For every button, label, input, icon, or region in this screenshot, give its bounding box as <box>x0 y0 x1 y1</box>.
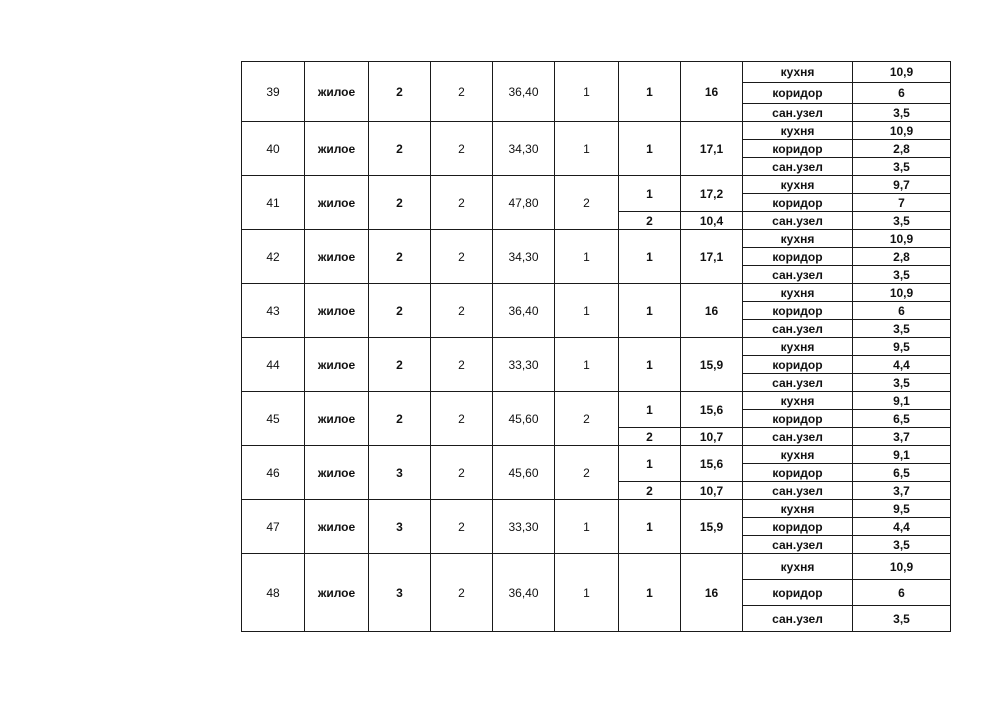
room-number-cell: 2 <box>619 428 681 446</box>
room-area-cell: 15,6 <box>681 392 743 428</box>
room-number-cell: 1 <box>619 554 681 632</box>
floor-cell: 2 <box>369 122 431 176</box>
aux-room-label-cell: сан.узел <box>743 428 853 446</box>
aux-room-label-cell: коридор <box>743 194 853 212</box>
aux-room-value-cell: 3,5 <box>853 536 951 554</box>
area-cell: 33,30 <box>493 338 555 392</box>
aux-room-value-cell: 4,4 <box>853 356 951 374</box>
aux-room-label-cell: сан.узел <box>743 266 853 284</box>
rooms-count-cell: 1 <box>555 230 619 284</box>
room-area-cell: 15,9 <box>681 500 743 554</box>
aux-room-label-cell: коридор <box>743 356 853 374</box>
area-cell: 34,30 <box>493 230 555 284</box>
room-number-cell: 1 <box>619 176 681 212</box>
rooms-count-cell: 2 <box>555 176 619 230</box>
unit-number-cell: 40 <box>242 122 305 176</box>
room-area-cell: 10,7 <box>681 428 743 446</box>
section-cell: 2 <box>431 284 493 338</box>
room-area-cell: 17,1 <box>681 230 743 284</box>
area-cell: 45,60 <box>493 446 555 500</box>
room-number-cell: 2 <box>619 482 681 500</box>
unit-type-cell: жилое <box>305 284 369 338</box>
aux-room-value-cell: 3,5 <box>853 266 951 284</box>
room-area-cell: 16 <box>681 554 743 632</box>
section-cell: 2 <box>431 392 493 446</box>
rooms-count-cell: 1 <box>555 284 619 338</box>
aux-room-value-cell: 10,9 <box>853 230 951 248</box>
floor-cell: 3 <box>369 500 431 554</box>
section-cell: 2 <box>431 446 493 500</box>
aux-room-label-cell: коридор <box>743 302 853 320</box>
table-row <box>242 500 951 518</box>
area-cell: 36,40 <box>493 554 555 632</box>
room-number-cell: 1 <box>619 230 681 284</box>
area-cell: 47,80 <box>493 176 555 230</box>
aux-room-label-cell: коридор <box>743 410 853 428</box>
room-area-cell: 16 <box>681 284 743 338</box>
aux-room-value-cell: 2,8 <box>853 140 951 158</box>
aux-room-value-cell: 10,9 <box>853 62 951 83</box>
aux-room-label-cell: коридор <box>743 518 853 536</box>
room-number-cell: 1 <box>619 284 681 338</box>
aux-room-value-cell: 3,7 <box>853 482 951 500</box>
aux-room-value-cell: 9,5 <box>853 338 951 356</box>
aux-room-value-cell: 6 <box>853 83 951 104</box>
unit-type-cell: жилое <box>305 446 369 500</box>
aux-room-value-cell: 3,5 <box>853 212 951 230</box>
table-row <box>242 230 951 248</box>
room-area-cell: 16 <box>681 62 743 122</box>
room-area-cell: 15,9 <box>681 338 743 392</box>
unit-number-cell: 39 <box>242 62 305 122</box>
unit-type-cell: жилое <box>305 62 369 122</box>
table-row <box>242 554 951 580</box>
table-row <box>242 284 951 302</box>
section-cell: 2 <box>431 62 493 122</box>
aux-room-value-cell: 2,8 <box>853 248 951 266</box>
aux-room-label-cell: коридор <box>743 464 853 482</box>
room-area-cell: 17,1 <box>681 122 743 176</box>
aux-room-value-cell: 3,5 <box>853 158 951 176</box>
unit-type-cell: жилое <box>305 500 369 554</box>
unit-number-cell: 41 <box>242 176 305 230</box>
unit-type-cell: жилое <box>305 230 369 284</box>
aux-room-label-cell: кухня <box>743 62 853 83</box>
table-row <box>242 392 951 410</box>
aux-room-value-cell: 10,9 <box>853 554 951 580</box>
room-area-cell: 10,7 <box>681 482 743 500</box>
aux-room-label-cell: кухня <box>743 284 853 302</box>
floor-cell: 2 <box>369 176 431 230</box>
apartments-table <box>241 61 951 632</box>
aux-room-value-cell: 3,5 <box>853 104 951 122</box>
area-cell: 34,30 <box>493 122 555 176</box>
room-area-cell: 10,4 <box>681 212 743 230</box>
aux-room-label-cell: кухня <box>743 230 853 248</box>
aux-room-label-cell: сан.узел <box>743 536 853 554</box>
room-number-cell: 2 <box>619 212 681 230</box>
unit-number-cell: 45 <box>242 392 305 446</box>
table-row <box>242 338 951 356</box>
aux-room-label-cell: сан.узел <box>743 606 853 632</box>
aux-room-label-cell: сан.узел <box>743 158 853 176</box>
unit-type-cell: жилое <box>305 392 369 446</box>
section-cell: 2 <box>431 122 493 176</box>
rooms-count-cell: 1 <box>555 554 619 632</box>
floor-cell: 2 <box>369 392 431 446</box>
area-cell: 33,30 <box>493 500 555 554</box>
table-row <box>242 176 951 194</box>
area-cell: 45,60 <box>493 392 555 446</box>
aux-room-label-cell: сан.узел <box>743 374 853 392</box>
room-number-cell: 1 <box>619 500 681 554</box>
aux-room-label-cell: сан.узел <box>743 482 853 500</box>
section-cell: 2 <box>431 554 493 632</box>
room-area-cell: 15,6 <box>681 446 743 482</box>
unit-number-cell: 48 <box>242 554 305 632</box>
aux-room-value-cell: 9,1 <box>853 392 951 410</box>
rooms-count-cell: 1 <box>555 500 619 554</box>
aux-room-value-cell: 4,4 <box>853 518 951 536</box>
unit-type-cell: жилое <box>305 176 369 230</box>
aux-room-value-cell: 3,5 <box>853 374 951 392</box>
section-cell: 2 <box>431 230 493 284</box>
unit-number-cell: 43 <box>242 284 305 338</box>
section-cell: 2 <box>431 338 493 392</box>
room-number-cell: 1 <box>619 122 681 176</box>
aux-room-value-cell: 6,5 <box>853 464 951 482</box>
unit-number-cell: 44 <box>242 338 305 392</box>
unit-number-cell: 46 <box>242 446 305 500</box>
aux-room-label-cell: кухня <box>743 554 853 580</box>
table-row <box>242 446 951 464</box>
aux-room-label-cell: кухня <box>743 176 853 194</box>
aux-room-value-cell: 6 <box>853 580 951 606</box>
room-area-cell: 17,2 <box>681 176 743 212</box>
section-cell: 2 <box>431 500 493 554</box>
aux-room-value-cell: 3,7 <box>853 428 951 446</box>
aux-room-label-cell: кухня <box>743 338 853 356</box>
aux-room-label-cell: кухня <box>743 122 853 140</box>
aux-room-value-cell: 9,1 <box>853 446 951 464</box>
room-number-cell: 1 <box>619 338 681 392</box>
unit-number-cell: 47 <box>242 500 305 554</box>
floor-cell: 2 <box>369 284 431 338</box>
aux-room-value-cell: 3,5 <box>853 606 951 632</box>
aux-room-label-cell: кухня <box>743 392 853 410</box>
aux-room-value-cell: 3,5 <box>853 320 951 338</box>
rooms-count-cell: 1 <box>555 122 619 176</box>
aux-room-label-cell: коридор <box>743 580 853 606</box>
aux-room-label-cell: сан.узел <box>743 212 853 230</box>
rooms-count-cell: 1 <box>555 62 619 122</box>
section-cell: 2 <box>431 176 493 230</box>
unit-type-cell: жилое <box>305 122 369 176</box>
floor-cell: 3 <box>369 446 431 500</box>
rooms-count-cell: 1 <box>555 338 619 392</box>
table-row <box>242 62 951 83</box>
aux-room-value-cell: 9,5 <box>853 500 951 518</box>
aux-room-label-cell: сан.узел <box>743 104 853 122</box>
room-number-cell: 1 <box>619 62 681 122</box>
unit-type-cell: жилое <box>305 338 369 392</box>
aux-room-value-cell: 10,9 <box>853 284 951 302</box>
aux-room-label-cell: коридор <box>743 140 853 158</box>
room-number-cell: 1 <box>619 392 681 428</box>
floor-cell: 2 <box>369 338 431 392</box>
unit-number-cell: 42 <box>242 230 305 284</box>
floor-cell: 2 <box>369 230 431 284</box>
aux-room-value-cell: 9,7 <box>853 176 951 194</box>
table-row <box>242 122 951 140</box>
aux-room-value-cell: 10,9 <box>853 122 951 140</box>
unit-type-cell: жилое <box>305 554 369 632</box>
aux-room-value-cell: 7 <box>853 194 951 212</box>
area-cell: 36,40 <box>493 284 555 338</box>
aux-room-label-cell: кухня <box>743 446 853 464</box>
aux-room-value-cell: 6,5 <box>853 410 951 428</box>
area-cell: 36,40 <box>493 62 555 122</box>
floor-cell: 2 <box>369 62 431 122</box>
aux-room-label-cell: коридор <box>743 248 853 266</box>
rooms-count-cell: 2 <box>555 446 619 500</box>
room-number-cell: 1 <box>619 446 681 482</box>
aux-room-value-cell: 6 <box>853 302 951 320</box>
rooms-count-cell: 2 <box>555 392 619 446</box>
floor-cell: 3 <box>369 554 431 632</box>
aux-room-label-cell: сан.узел <box>743 320 853 338</box>
aux-room-label-cell: кухня <box>743 500 853 518</box>
aux-room-label-cell: коридор <box>743 83 853 104</box>
